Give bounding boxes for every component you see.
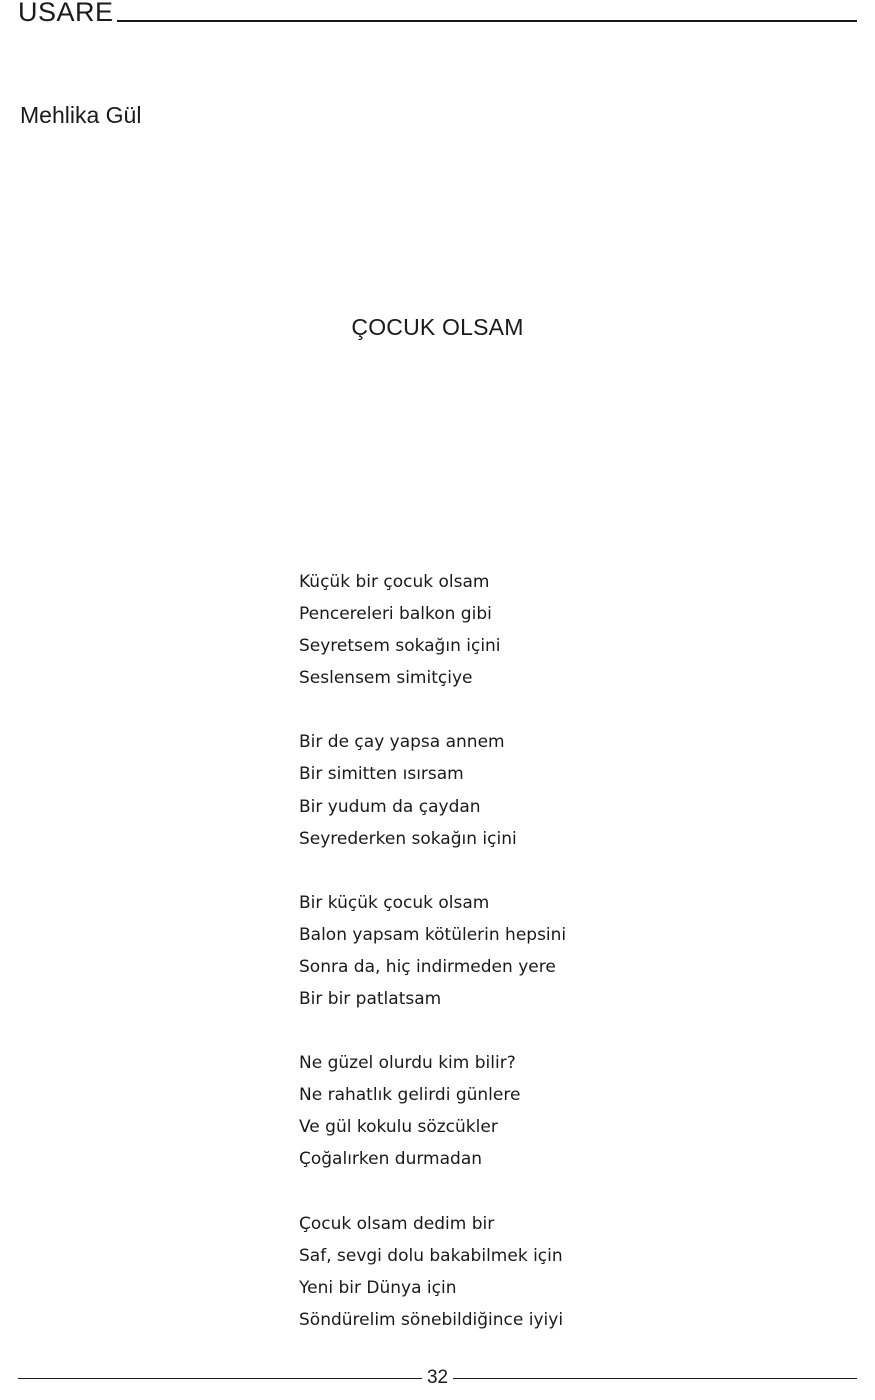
poem-line: Söndürelim sönebildiğince iyiyi (299, 1309, 564, 1330)
poem-line: Ne güzel olurdu kim bilir? (299, 1053, 516, 1074)
poem-line: Pencereleri balkon gibi (299, 604, 492, 625)
poem-line: Küçük bir çocuk olsam (299, 572, 490, 592)
poem-line: Ne rahatlık gelirdi günlere (299, 1085, 521, 1106)
poem-line: Bir bir patlatsam (299, 989, 442, 1010)
poem-line: Ve gül kokulu sözcükler (299, 1117, 498, 1138)
poem-line: Seyrederken sokağın içini (299, 828, 517, 849)
stanza (299, 726, 819, 854)
poem-line: Çocuk olsam dedim bir (299, 1213, 495, 1234)
poem-line: Bir küçük çocuk olsam (299, 892, 490, 913)
poem-line: Balon yapsam kötülerin hepsini (299, 924, 567, 945)
poem-line: Yeni bir Dünya için (299, 1277, 457, 1298)
stanza (299, 566, 819, 694)
header-rule (117, 20, 857, 22)
page-footer (18, 1366, 857, 1390)
poem-line: Seyretsem sokağın içini (299, 636, 501, 657)
stanza (299, 1047, 819, 1175)
poem-line: Bir simitten ısırsam (299, 764, 464, 785)
poem-line: Seslensem simitçiye (299, 668, 473, 689)
footer-rule-left (18, 1378, 422, 1379)
poem-line: Bir yudum da çaydan (299, 796, 481, 817)
footer-rule-right (453, 1378, 857, 1379)
author-name: Mehlika Gül (20, 102, 142, 128)
poem-line: Çoğalırken durmadan (299, 1149, 483, 1170)
page-header (18, 0, 857, 27)
poem-line: Bir de çay yapsa annem (299, 732, 505, 753)
poem-title: ÇOCUK OLSAM (351, 314, 524, 340)
poem-body (299, 566, 819, 1368)
poem-line: Sonra da, hiç indirmeden yere (299, 956, 556, 977)
page-number: 32 (426, 1367, 449, 1388)
journal-name: USARE (18, 0, 114, 27)
stanza (299, 887, 819, 1015)
stanza (299, 1208, 819, 1336)
poem-line: Saf, sevgi dolu bakabilmek için (299, 1245, 563, 1266)
